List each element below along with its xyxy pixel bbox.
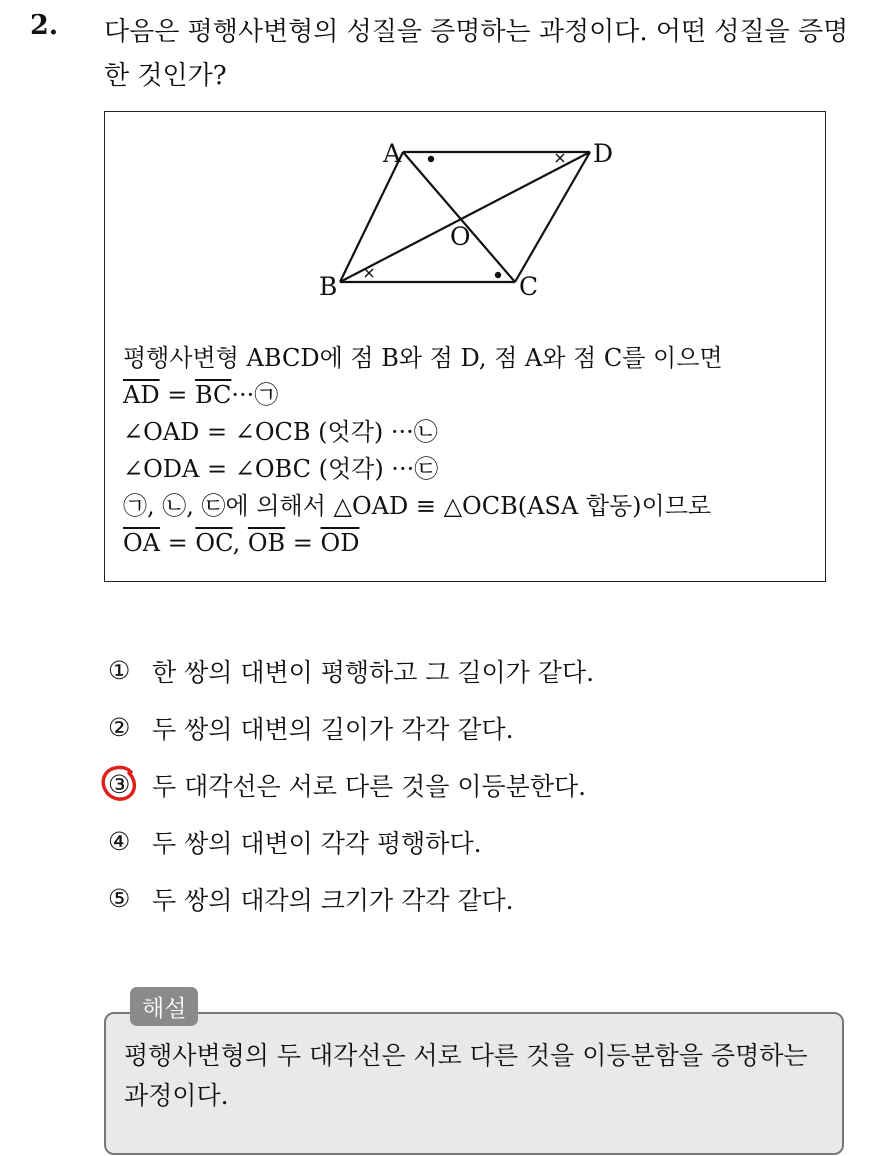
answer-circle-mark-icon xyxy=(98,761,142,805)
proof-line-2: $\overline{AD}$ = $\overline{BC}\cdot\cdot\cdot㉠$ xyxy=(123,381,279,409)
side-ab xyxy=(340,152,403,282)
choice-5[interactable] xyxy=(104,870,594,927)
answer-choices xyxy=(104,642,594,927)
diagonal-ac xyxy=(403,152,515,282)
vertex-label-b: B xyxy=(319,272,338,301)
choice-number: ① xyxy=(108,656,131,685)
choice-text: 두 쌍의 대변이 각각 평행하다. xyxy=(152,828,482,858)
choice-text: 두 대각선은 서로 다른 것을 이등분한다. xyxy=(152,771,587,801)
choice-4[interactable] xyxy=(104,813,594,870)
choice-text: 한 쌍의 대변이 평행하고 그 길이가 같다. xyxy=(152,657,595,687)
angle-cross-d xyxy=(556,154,564,162)
proof-box xyxy=(104,111,826,582)
proof-line-6: $\overline{OA} = \overline{OC}$, $\overline{OB} = \overline{OD}$ xyxy=(123,529,360,557)
choice-text: 두 쌍의 대각의 크기가 각각 같다. xyxy=(152,885,514,915)
explanation-box xyxy=(104,1012,844,1155)
choice-number: ③ xyxy=(108,770,131,799)
angle-dot-a xyxy=(428,156,434,162)
vertex-label-d: D xyxy=(593,139,614,168)
vertex-label-c: C xyxy=(519,272,539,301)
choice-1[interactable] xyxy=(104,642,594,699)
proof-line-5: ㉠, ㉡, ㉢에 의해서 △OAD ≡ △OCB(ASA 합동)이므로 xyxy=(123,492,712,520)
choice-number: ⑤ xyxy=(108,884,131,913)
explanation-tag: 해설 xyxy=(130,987,198,1026)
vertex-label-o: O xyxy=(450,222,471,251)
choice-number: ② xyxy=(108,713,131,742)
question-number: 2. xyxy=(30,10,59,41)
question-text: 다음은 평행사변형의 성질을 증명하는 과정이다. 어떤 성질을 증명한 것인가? xyxy=(104,17,849,91)
proof-text xyxy=(123,340,723,562)
angle-cross-b xyxy=(365,269,373,277)
angle-dot-c xyxy=(495,272,501,278)
proof-line-3: ∠OAD = ∠OCB (엇각) ···㉡ xyxy=(123,418,438,446)
parallelogram-diagram xyxy=(305,132,665,307)
explanation-text: 평행사변형의 두 대각선은 서로 다른 것을 이등분함을 증명하는 과정이다. xyxy=(124,1041,808,1110)
choice-3[interactable] xyxy=(104,756,594,813)
choice-text: 두 쌍의 대변의 길이가 각각 같다. xyxy=(152,714,514,744)
choice-2[interactable] xyxy=(104,699,594,756)
choice-number: ④ xyxy=(108,827,131,856)
vertex-label-a: A xyxy=(383,139,402,168)
proof-line-1: 평행사변형 ABCD에 점 B와 점 D, 점 A와 점 C를 이으면 xyxy=(123,344,723,372)
proof-line-4: ∠ODA = ∠OBC (엇각) ···㉢ xyxy=(123,455,439,483)
